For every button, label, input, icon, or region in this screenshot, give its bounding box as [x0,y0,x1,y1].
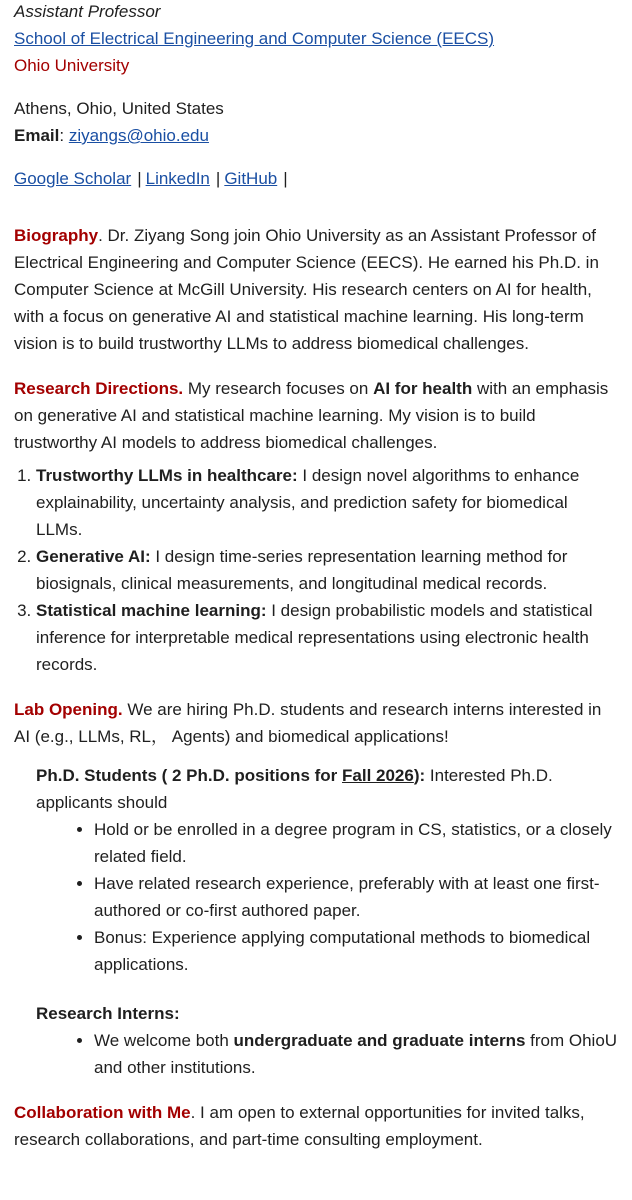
biography-heading: Biography [14,226,99,245]
list-item: • Have related research experience, preferably with at least one first-authored or co-first authored paper. [94,870,618,924]
biography-section [14,222,618,357]
list-item [36,462,618,543]
link-separator: | [215,169,221,188]
intern-list [14,1027,618,1081]
job-title: Assistant Professor [14,2,161,21]
item-title: Generative AI: [36,547,151,566]
phd-block [14,762,618,978]
research-focus: AI for health [373,379,473,398]
linkedin-link[interactable]: LinkedIn [145,169,210,188]
list-item [36,597,618,678]
research-intro: My research focuses on [183,379,374,398]
list-item: • We welcome both undergraduate and graduate interns from OhioU and other institutions. [94,1027,618,1081]
intern-level: undergraduate and graduate interns [233,1031,526,1050]
list-item [36,543,618,597]
collab-heading: Collaboration with Me [14,1103,191,1122]
lab-text: We are hiring Ph.D. students and research interns interested in AI (e.g., LLMs, RL， Agents) and biomedical applications! [14,700,602,746]
email-label: Email [14,126,60,145]
list-item: • Bonus: Experience applying computational methods to biomedical applications. [94,924,618,978]
lab-heading: Lab Opening. [14,700,123,719]
email-line: Email: ziyangs@ohio.edu [14,126,209,145]
link-separator: | [283,169,288,188]
phd-requirements [36,816,618,978]
phd-term: Fall 2026 [342,766,414,785]
google-scholar-link[interactable]: Google Scholar [14,169,132,188]
collab-text: . I am open to external opportunities for invited talks, research collaborations, and part-time consulting employment. [14,1103,585,1149]
biography-text: . Dr. Ziyang Song join Ohio University as an Assistant Professor of Electrical Engineering and Computer Science (EECS). He earned his Ph.D. in Computer Science at McGill University. His research centers on AI for health, with a focus on generative AI and statistical machine learning. His long-term vision is to build trustworthy LLMs to address biomedical challenges. [14,226,599,353]
item-title: Statistical machine learning: [36,601,267,620]
phd-title: Ph.D. Students ( 2 Ph.D. positions for Fall 2026): [36,766,426,785]
collab-section [14,1099,618,1153]
research-heading: Research Directions. [14,379,184,398]
item-text: I design probabilistic models and statistical inference for interpretable medical representations using electronic health records. [36,601,593,674]
location: Athens, Ohio, United States [14,99,224,118]
research-intro-rest: with an emphasis on generative AI and statistical machine learning. My vision is to build trustworthy AI models to address biomedical challenges. [14,379,609,452]
phd-text: Interested Ph.D. applicants should [36,766,553,812]
email-link[interactable]: ziyangs@ohio.edu [68,126,209,145]
school-link[interactable]: School of Electrical Engineering and Computer Science (EECS) [14,29,495,48]
item-text: I design time-series representation learning method for biosignals, clinical measurements, and longitudinal medical records. [36,547,568,593]
research-section [14,375,618,456]
item-text: I design novel algorithms to enhance explainability, uncertainty analysis, and prediction safety for biomedical LLMs. [36,466,580,539]
link-separator: | [137,169,142,188]
university-name: Ohio University [14,56,130,75]
github-link[interactable]: GitHub [224,169,278,188]
list-item: • Hold or be enrolled in a degree program in CS, statistics, or a closely related field. [94,816,618,870]
intern-block [14,1000,618,1027]
lab-section [14,696,618,750]
profile-links [14,165,618,192]
intern-title: Research Interns: [36,1004,180,1023]
item-title: Trustworthy LLMs in healthcare: [36,466,298,485]
research-list [14,462,618,678]
